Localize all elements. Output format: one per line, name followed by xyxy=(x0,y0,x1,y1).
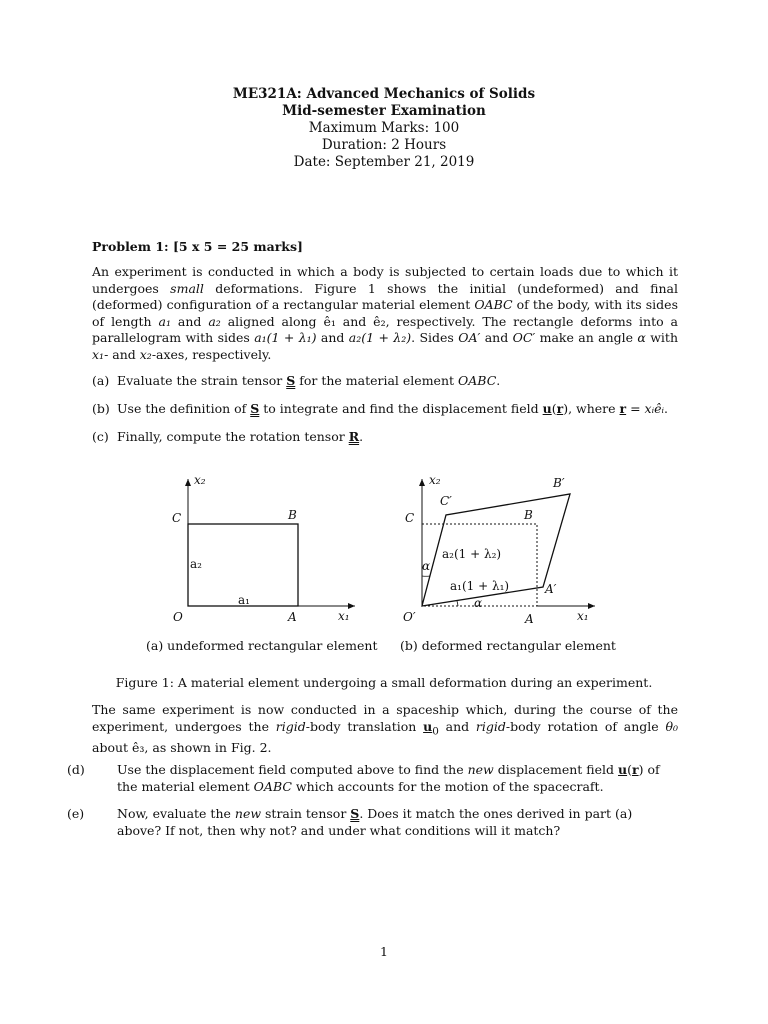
exam-title: Mid-semester Examination xyxy=(282,103,486,119)
part-a: (a) Evaluate the strain tensor S for the material element OABC. xyxy=(92,373,501,388)
problem-intro: An experiment is conducted in which a body is subjected to certain loads due to which it undergoes small deformations. Figure 1 shows the initial (undeformed) and final (deformed) configuration of a rectangular material element OABC of the body, with its sides of length a₁ and a₂ aligned along ê₁ and ê₂, respectively. The rectangle deforms into a parallelogram with sides a₁(1 + λ₁) and a₂(1 + λ₂). Sides OA′ and OC′ make an angle α with x₁- and x₂-axes, respectively. xyxy=(92,264,679,362)
alpha-arc-bottom xyxy=(457,601,458,606)
label-o-left: O xyxy=(173,610,183,624)
exam-date: Date: September 21, 2019 xyxy=(293,154,475,170)
label-a2-left: a₂ xyxy=(190,557,202,571)
exam-header xyxy=(0,86,768,171)
figure-1 xyxy=(140,466,610,636)
original-rectangle-dotted xyxy=(422,524,537,606)
label-c-left: C xyxy=(172,511,182,525)
course-title: ME321A: Advanced Mechanics of Solids xyxy=(232,86,536,102)
duration: Duration: 2 Hours xyxy=(321,137,447,153)
figure-caption: Figure 1: A material element undergoing a small deformation during an experiment. xyxy=(115,675,653,690)
label-c-right: C xyxy=(405,511,415,525)
page-number: 1 xyxy=(380,944,388,959)
label-a-right: A xyxy=(525,612,534,626)
part-e: (e) Now, evaluate the new strain tensor S. Does it match the ones derived in part (a) above? If not, then why not? and under what conditions will it match? xyxy=(67,806,633,838)
subcaption-a: (a) undeformed rectangular element xyxy=(146,638,378,653)
max-marks: Maximum Marks: 100 xyxy=(308,120,460,136)
label-a-prime: A′ xyxy=(545,582,557,596)
label-a-left: A xyxy=(288,610,297,624)
label-b-prime: B′ xyxy=(553,476,565,490)
label-alpha-top: α xyxy=(422,559,431,573)
part-b: (b) Use the definition of S to integrate and find the displacement field u(r), where r = xᵢêᵢ. xyxy=(92,401,669,416)
label-side2: a₂(1 + λ₂) xyxy=(442,547,502,561)
label-x1-left: x₁ xyxy=(338,609,350,623)
label-a1-left: a₁ xyxy=(238,593,250,607)
label-x2-left: x₂ xyxy=(194,473,206,487)
undeformed-element xyxy=(172,473,355,624)
label-b-right: B xyxy=(524,508,533,522)
label-x1-right: x₁ xyxy=(577,609,589,623)
subcaption-b: (b) deformed rectangular element xyxy=(400,638,616,653)
label-alpha-bottom: α xyxy=(474,596,483,610)
part-d: (d) Use the displacement field computed above to find the new displacement field u(r) of the material element OABC which accounts for the motion of the spacecraft. xyxy=(67,762,660,794)
label-x2-right: x₂ xyxy=(429,473,441,487)
second-intro: The same experiment is now conducted in a spaceship which, during the course of the experiment, undergoes the rigid-body translation $u_0$ and rigid-body rotation of angle θ₀ about ê₃, as shown in Fig. 2. xyxy=(92,702,679,755)
problem-heading: Problem 1: [5 x 5 = 25 marks] xyxy=(92,239,303,254)
label-side1: a₁(1 + λ₁) xyxy=(450,579,510,593)
deformed-element xyxy=(403,473,595,626)
label-o-prime: O′ xyxy=(403,610,416,624)
label-c-prime: C′ xyxy=(440,494,452,508)
label-b-left: B xyxy=(288,508,297,522)
part-c: (c) Finally, compute the rotation tensor R. xyxy=(92,429,364,444)
